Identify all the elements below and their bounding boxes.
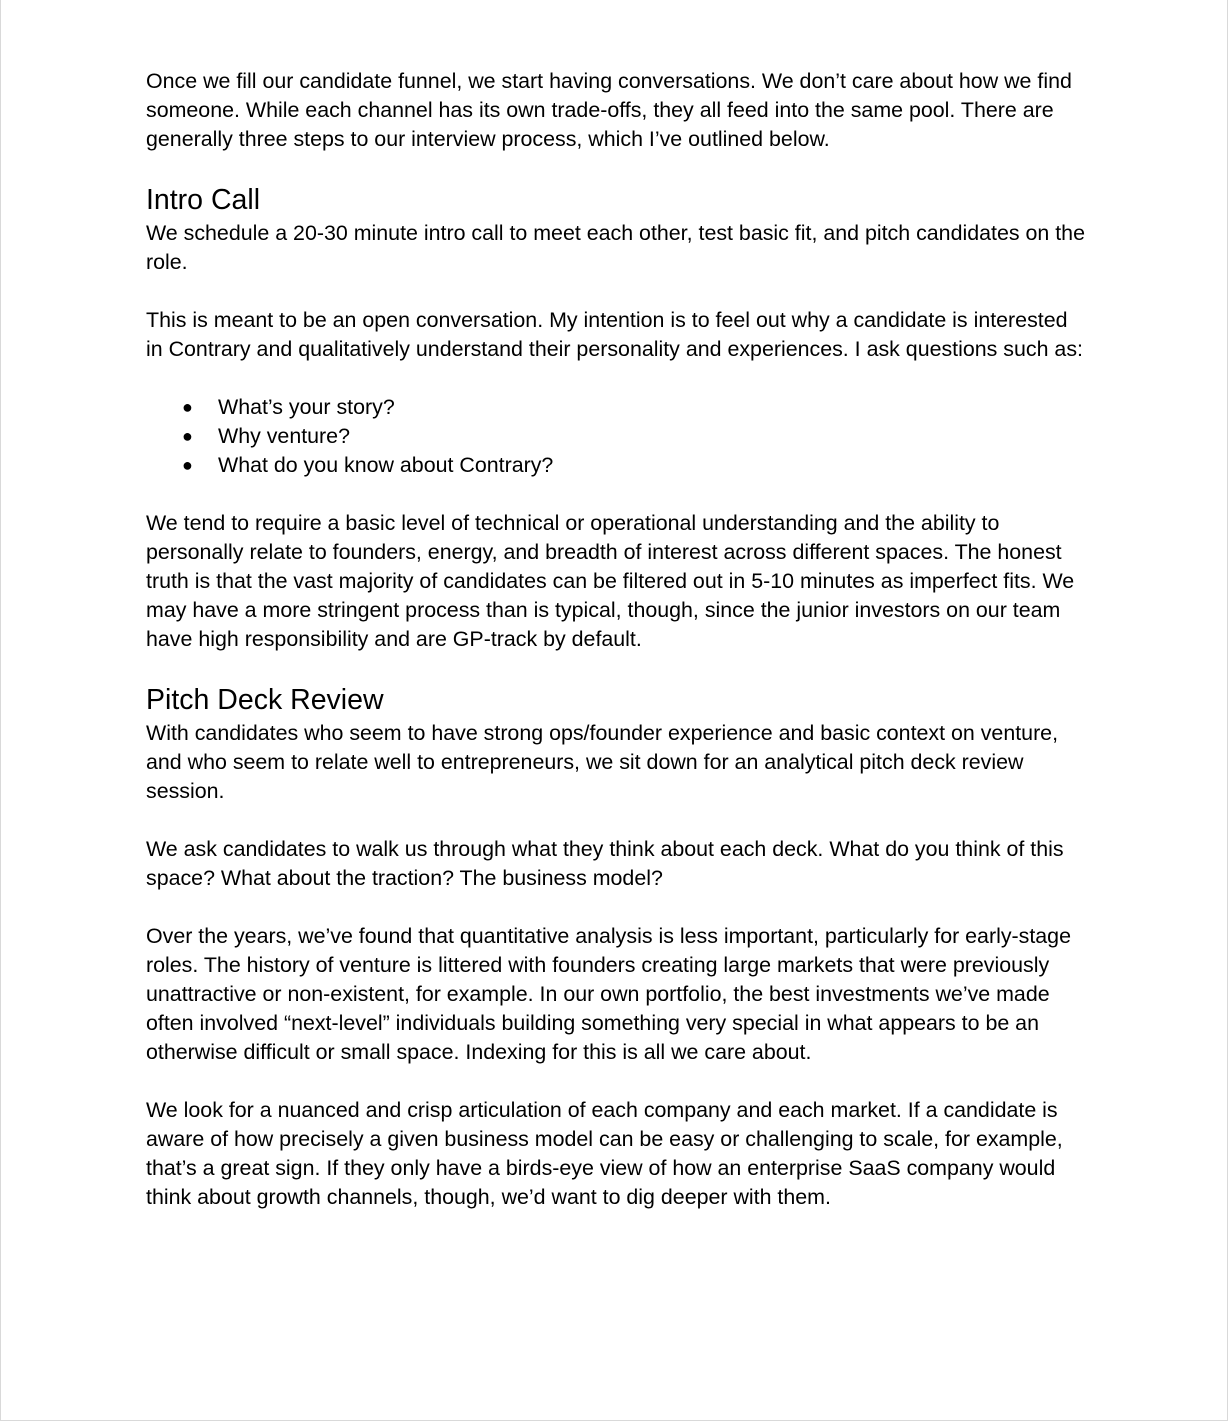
- intro-call-heading: Intro Call: [146, 184, 261, 216]
- intro-paragraph: Once we fill our candidate funnel, we start having conversations. We don’t care about how we find someone. While each channel has its own trade-offs, they all feed into the same pool. There are generally three steps to our interview process, which I’ve outlined below.: [146, 69, 1072, 151]
- bullet-icon: ●: [182, 455, 193, 475]
- list-item-text: What’s your story?: [218, 395, 395, 419]
- list-item: [146, 393, 1086, 422]
- intro-call-paragraph-2: This is meant to be an open conversation. My intention is to feel out why a candidate is interested in Contrary and qualitatively understand their personality and experiences. I ask questions such as:: [146, 308, 1083, 361]
- list-item: [146, 422, 1086, 451]
- pitch-deck-paragraph-3: Over the years, we’ve found that quantitative analysis is less important, particularly for early-stage roles. The history of venture is littered with founders creating large markets that were previously unattractive or non-existent, for example. In our own portfolio, the best investments we’ve made often involved “next-level” individuals building something very special in what appears to be an otherwise difficult or small space. Indexing for this is all we care about.: [146, 924, 1071, 1064]
- pitch-deck-paragraph-1: With candidates who seem to have strong ops/founder experience and basic context on venture, and who seem to relate well to entrepreneurs, we sit down for an analytical pitch deck review session.: [146, 721, 1059, 803]
- question-list: [146, 393, 1086, 480]
- list-item-text: What do you know about Contrary?: [218, 453, 554, 477]
- bullet-icon: ●: [182, 426, 193, 446]
- intro-call-paragraph-3: We tend to require a basic level of technical or operational understanding and the ability to personally relate to founders, energy, and breadth of interest across different spaces. The honest truth is that the vast majority of candidates can be filtered out in 5-10 minutes as imperfect fits. We may have a more stringent process than is typical, though, since the junior investors on our team have high responsibility and are GP-track by default.: [146, 511, 1075, 651]
- document-body: [146, 67, 1086, 1241]
- intro-call-paragraph-1: We schedule a 20-30 minute intro call to meet each other, test basic fit, and pitch candidates on the role.: [146, 221, 1085, 274]
- pitch-deck-paragraph-2: We ask candidates to walk us through what they think about each deck. What do you think of this space? What about the traction? The business model?: [146, 837, 1064, 890]
- list-item: [146, 451, 1086, 480]
- bullet-icon: ●: [182, 397, 193, 417]
- list-item-text: Why venture?: [218, 424, 350, 448]
- pitch-deck-paragraph-4: We look for a nuanced and crisp articulation of each company and each market. If a candidate is aware of how precisely a given business model can be easy or challenging to scale, for example, that’s a great sign. If they only have a birds-eye view of how an enterprise SaaS company would think about growth channels, though, we’d want to dig deeper with them.: [146, 1098, 1063, 1209]
- pitch-deck-review-heading: Pitch Deck Review: [146, 684, 384, 716]
